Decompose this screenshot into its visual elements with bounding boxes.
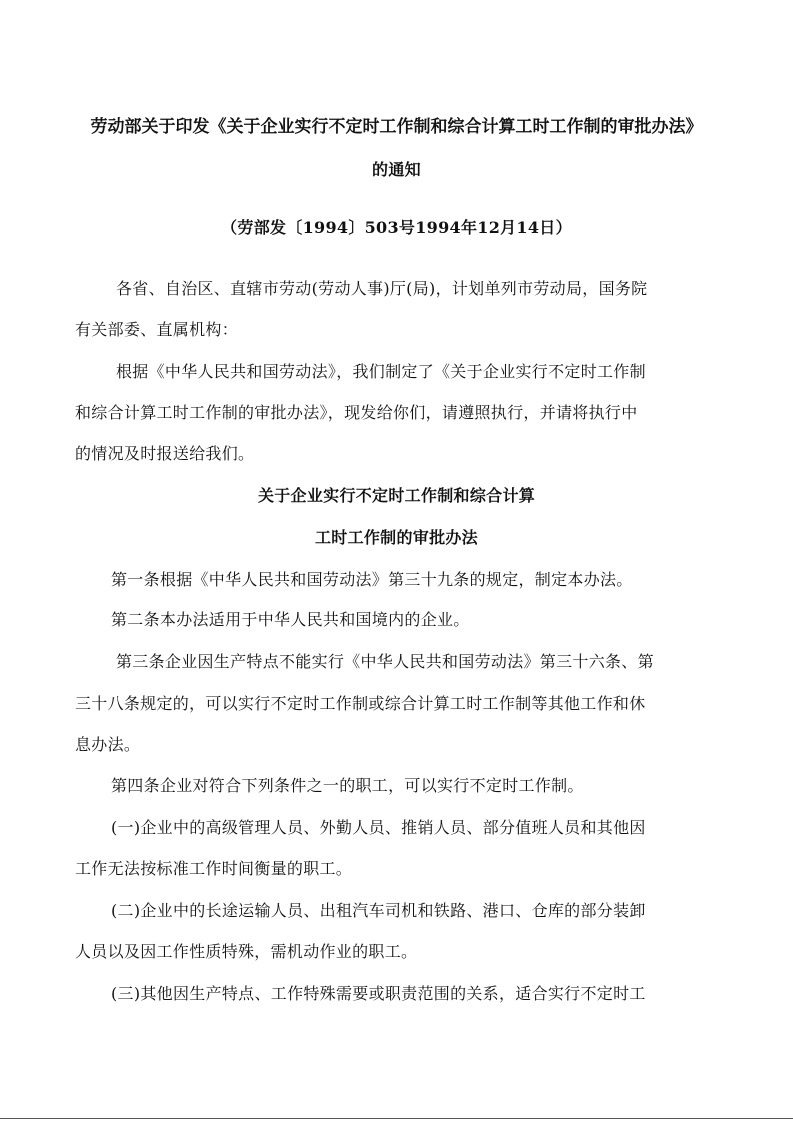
measures-title-line2: 工时工作制的审批办法 bbox=[314, 528, 478, 547]
item-1-line1: (一)企业中的高级管理人员、外勤人员、推销人员、部分值班人员和其他因 bbox=[111, 818, 646, 837]
article-1: 第一条根据《中华人民共和国劳动法》第三十九条的规定，制定本办法。 bbox=[111, 570, 633, 589]
item-3-line1: (三)其他因生产特点、工作特殊需要或职责范围的关系，适合实行不定时工 bbox=[111, 984, 646, 1003]
item-2-line2: 人员以及因工作性质特殊，需机动作业的职工。 bbox=[75, 942, 418, 961]
addressee-line2: 有关部委、直属机构： bbox=[75, 320, 239, 339]
article-2: 第二条本办法适用于中华人民共和国境内的企业。 bbox=[111, 610, 470, 629]
item-1-line2: 工作无法按标准工作时间衡量的职工。 bbox=[75, 859, 353, 878]
addressee-line1: 各省、自治区、直辖市劳动(劳动人事)厅(局)，计划单列市劳动局，国务院 bbox=[116, 279, 648, 298]
issue-reference: （劳部发〔1994〕503号1994年12月14日） bbox=[221, 218, 572, 237]
article-3-line3: 息办法。 bbox=[75, 735, 141, 754]
document-title-line2: 的通知 bbox=[372, 160, 421, 179]
intro-line1: 根据《中华人民共和国劳动法》，我们制定了《关于企业实行不定时工作制 bbox=[116, 362, 646, 381]
document-title-line1: 劳动部关于印发《关于企业实行不定时工作制和综合计算工时工作制的审批办法》 bbox=[90, 117, 703, 137]
measures-title-line1: 关于企业实行不定时工作制和综合计算 bbox=[257, 486, 536, 505]
article-3-line1: 第三条企业因生产特点不能实行《中华人民共和国劳动法》第三十六条、第 bbox=[116, 652, 654, 671]
page-bottom-rule bbox=[0, 1118, 793, 1119]
article-3-line2: 三十八条规定的，可以实行不定时工作制或综合计算工时工作制等其他工作和休 bbox=[75, 694, 646, 713]
intro-line2: 和综合计算工时工作制的审批办法》，现发给你们，请遵照执行，并请将执行中 bbox=[75, 403, 638, 422]
article-4: 第四条企业对符合下列条件之一的职工，可以实行不定时工作制。 bbox=[111, 776, 584, 795]
intro-line3: 的情况及时报送给我们。 bbox=[75, 444, 255, 463]
item-2-line1: (二)企业中的长途运输人员、出租汽车司机和铁路、港口、仓库的部分装卸 bbox=[111, 901, 646, 920]
